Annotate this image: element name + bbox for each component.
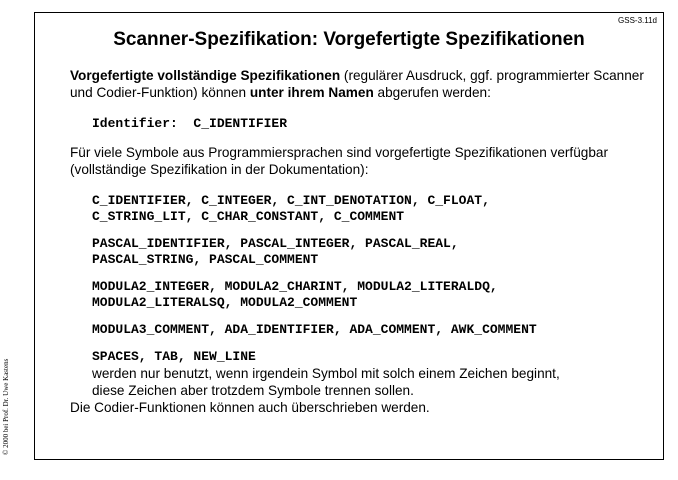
identifier-example: Identifier: C_IDENTIFIER xyxy=(92,116,288,131)
available-paragraph: Für viele Symbole aus Programmiersprachen sind vorgefertigte Spezifikationen verfügbar (vollständige Spezifikation in der Dokumentation): xyxy=(70,145,608,177)
slide-id: GSS-3.11d xyxy=(618,16,657,25)
intro-text-2: abgerufen werden: xyxy=(373,85,491,100)
copyright-note: © 2000 bei Prof. Dr. Uwe Kastens xyxy=(2,358,10,455)
intro-text-1: (regulärer Ausdruck, ggf. programmierter Scanner und Codier-Funktion) können xyxy=(70,68,644,100)
slide-title: Scanner-Spezifikation: Vorgefertigte Spezifikationen xyxy=(113,29,585,50)
intro-bold-2: unter ihrem Namen xyxy=(249,85,374,100)
c-group xyxy=(92,193,650,225)
intro-paragraph xyxy=(70,67,650,101)
code-line: SPACES, TAB, NEW_LINE xyxy=(92,349,256,364)
code-line: MODULA2_LITERALSQ, MODULA2_COMMENT xyxy=(92,295,358,310)
slide-content xyxy=(70,67,650,416)
misc-group xyxy=(92,322,650,338)
code-line: PASCAL_IDENTIFIER, PASCAL_INTEGER, PASCAL_REAL, xyxy=(92,236,459,251)
spaces-group xyxy=(92,349,650,399)
code-line: C_IDENTIFIER, C_INTEGER, C_INT_DENOTATION, C_FLOAT, xyxy=(92,193,490,208)
spaces-note-line: diese Zeichen aber trotzdem Symbole trennen sollen. xyxy=(92,383,414,398)
modula2-group xyxy=(92,279,650,311)
pascal-group xyxy=(92,236,650,268)
closing-paragraph: Die Codier-Funktionen können auch überschrieben werden. xyxy=(70,400,430,415)
code-line: PASCAL_STRING, PASCAL_COMMENT xyxy=(92,252,319,267)
slide-frame xyxy=(34,12,664,460)
spaces-note-line: werden nur benutzt, wenn irgendein Symbol mit solch einem Zeichen beginnt, xyxy=(92,366,560,381)
code-line: MODULA2_INTEGER, MODULA2_CHARINT, MODULA2_LITERALDQ, xyxy=(92,279,498,294)
code-line: MODULA3_COMMENT, ADA_IDENTIFIER, ADA_COMMENT, AWK_COMMENT xyxy=(92,322,537,337)
intro-bold-1: Vorgefertigte vollständige Spezifikationen xyxy=(70,68,341,83)
code-line: C_STRING_LIT, C_CHAR_CONSTANT, C_COMMENT xyxy=(92,209,405,224)
